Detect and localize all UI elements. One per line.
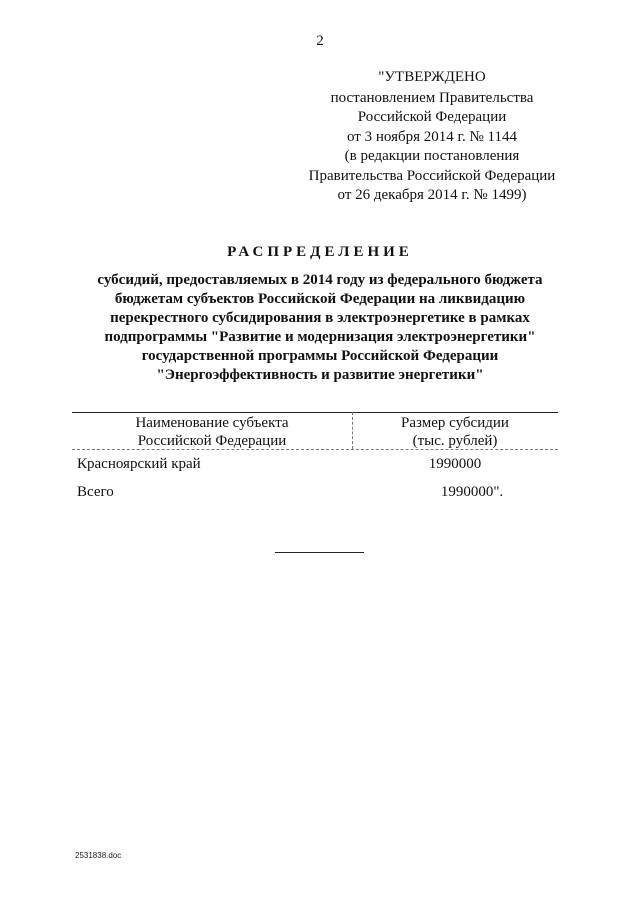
subtitle-line: "Энергоэффективность и развитие энергетики" — [156, 367, 484, 383]
document-subtitle — [40, 271, 600, 385]
subtitle-line: субсидий, предоставляемых в 2014 году из федерального бюджета — [97, 272, 543, 288]
column-header-line: Российской Федерации — [137, 433, 287, 449]
column-header-subsidy-size — [352, 414, 558, 450]
approval-stamp — [282, 68, 582, 206]
table-cell-amount: 1990000 — [428, 456, 482, 472]
table-cell-total-amount: 1990000". — [440, 484, 504, 500]
approval-line: от 26 декабря 2014 г. № 1499) — [337, 187, 527, 203]
approval-line: (в редакции постановления — [344, 148, 520, 164]
column-header-subject — [72, 414, 352, 450]
footer-file-code: 2531838.doc — [75, 851, 122, 860]
subtitle-line: бюджетам субъектов Российской Федерации на ликвидацию — [114, 291, 526, 307]
table-top-rule — [72, 412, 558, 413]
column-header-line: (тыс. рублей) — [412, 433, 498, 449]
approval-line: от 3 ноября 2014 г. № 1144 — [347, 128, 517, 145]
table-cell-total-label: Всего — [77, 484, 114, 500]
subtitle-line: государственной программы Российской Федерации — [141, 348, 499, 364]
column-header-line: Наименование субъекта — [135, 415, 289, 431]
approval-line: Российской Федерации — [357, 109, 507, 125]
end-of-document-rule — [275, 552, 364, 553]
approval-line: постановлением Правительства — [330, 89, 534, 106]
table-cell-subject: Красноярский край — [77, 456, 201, 472]
document-title: РАСПРЕДЕЛЕНИЕ — [227, 244, 413, 260]
approval-heading: "УТВЕРЖДЕНО — [378, 69, 486, 85]
subtitle-line: подпрограммы "Развитие и модернизация электроэнергетики" — [104, 329, 536, 345]
page-number: 2 — [316, 33, 324, 49]
subtitle-line: перекрестного субсидирования в электроэнергетике в рамках — [110, 310, 530, 326]
approval-line: Правительства Российской Федерации — [308, 167, 556, 184]
column-header-line: Размер субсидии — [401, 415, 509, 431]
